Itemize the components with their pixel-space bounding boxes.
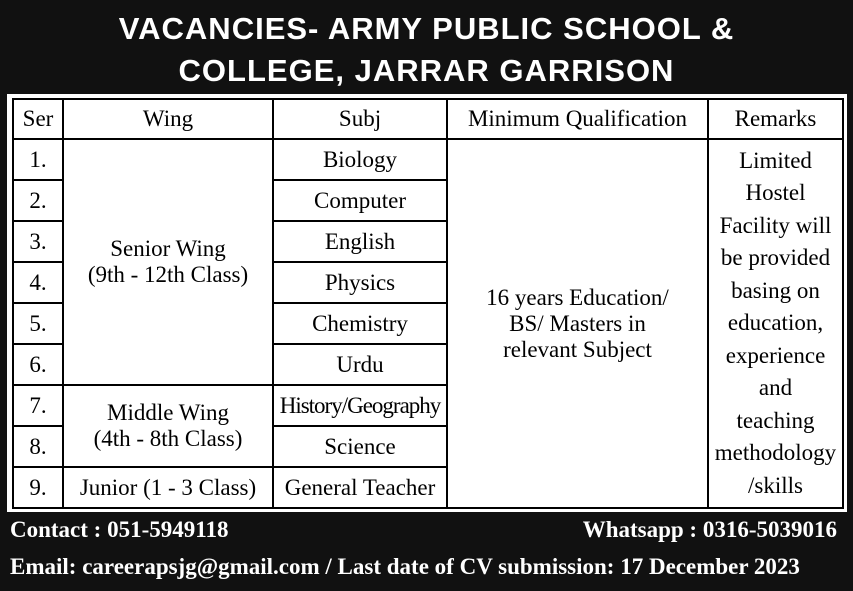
remarks-line: Facility will — [719, 212, 832, 238]
remarks-line: be provided — [720, 245, 831, 271]
subject-cell: Urdu — [273, 344, 447, 385]
qualification-line: BS/ Masters in — [509, 310, 646, 336]
subject-cell: Science — [273, 426, 447, 467]
serial-cell: 8. — [13, 426, 63, 467]
serial-cell: 3. — [13, 221, 63, 262]
vacancy-table-panel — [7, 94, 847, 512]
wing-middle-cell — [63, 385, 273, 467]
serial-cell: 1. — [13, 139, 63, 180]
serial-cell: 4. — [13, 262, 63, 303]
qualification-line: relevant Subject — [503, 336, 652, 362]
qualification-line: 16 years Education/ — [486, 284, 669, 310]
remarks-line: Hostel — [745, 180, 806, 206]
email-and-deadline: Email: careerapsjg@gmail.com / Last date of CV submission: 17 December 2023 — [10, 554, 800, 579]
wing-middle-name: Middle Wing — [107, 400, 229, 425]
wing-middle-classes: (4th - 8th Class) — [93, 426, 243, 451]
subject-cell: Biology — [273, 139, 447, 180]
remarks-line: /skills — [748, 472, 803, 498]
serial-cell: 9. — [13, 467, 63, 508]
remarks-line: experience — [725, 342, 826, 368]
serial-cell: 5. — [13, 303, 63, 344]
qualification-cell — [447, 139, 708, 508]
wing-senior-cell — [63, 139, 273, 385]
remarks-line: basing on — [731, 277, 820, 303]
header-ser: Ser — [13, 99, 63, 139]
page-title — [0, 8, 853, 92]
serial-cell: 7. — [13, 385, 63, 426]
header-subj: Subj — [273, 99, 447, 139]
serial-cell: 6. — [13, 344, 63, 385]
header-remarks: Remarks — [708, 99, 843, 139]
remarks-line: and — [758, 375, 793, 401]
header-qualification: Minimum Qualification — [447, 99, 708, 139]
subject-cell: General Teacher — [273, 467, 447, 508]
subject-cell: Physics — [273, 262, 447, 303]
wing-junior-cell: Junior (1 - 3 Class) — [63, 467, 273, 508]
table-row — [13, 139, 843, 180]
header-wing: Wing — [63, 99, 273, 139]
table-header-row — [13, 99, 843, 139]
serial-cell: 2. — [13, 180, 63, 221]
title-line-2: COLLEGE, JARRAR GARRISON — [178, 53, 675, 88]
remarks-line: Limited — [739, 147, 812, 173]
wing-senior-classes: (9th - 12th Class) — [87, 262, 249, 287]
contact-phone: Contact : 051-5949118 — [10, 517, 229, 542]
subject-cell: Chemistry — [273, 303, 447, 344]
remarks-line: methodology — [714, 440, 837, 466]
subject-cell: Computer — [273, 180, 447, 221]
remarks-line: teaching — [736, 407, 815, 433]
wing-senior-name: Senior Wing — [110, 236, 226, 261]
title-line-1: VACANCIES- ARMY PUBLIC SCHOOL & — [118, 11, 735, 46]
remarks-cell — [708, 139, 843, 508]
remarks-line: education, — [727, 310, 824, 336]
subject-cell: History/Geography — [273, 385, 447, 426]
whatsapp-number: Whatsapp : 0316-5039016 — [582, 517, 837, 542]
vacancy-table — [12, 98, 844, 509]
subject-cell: English — [273, 221, 447, 262]
